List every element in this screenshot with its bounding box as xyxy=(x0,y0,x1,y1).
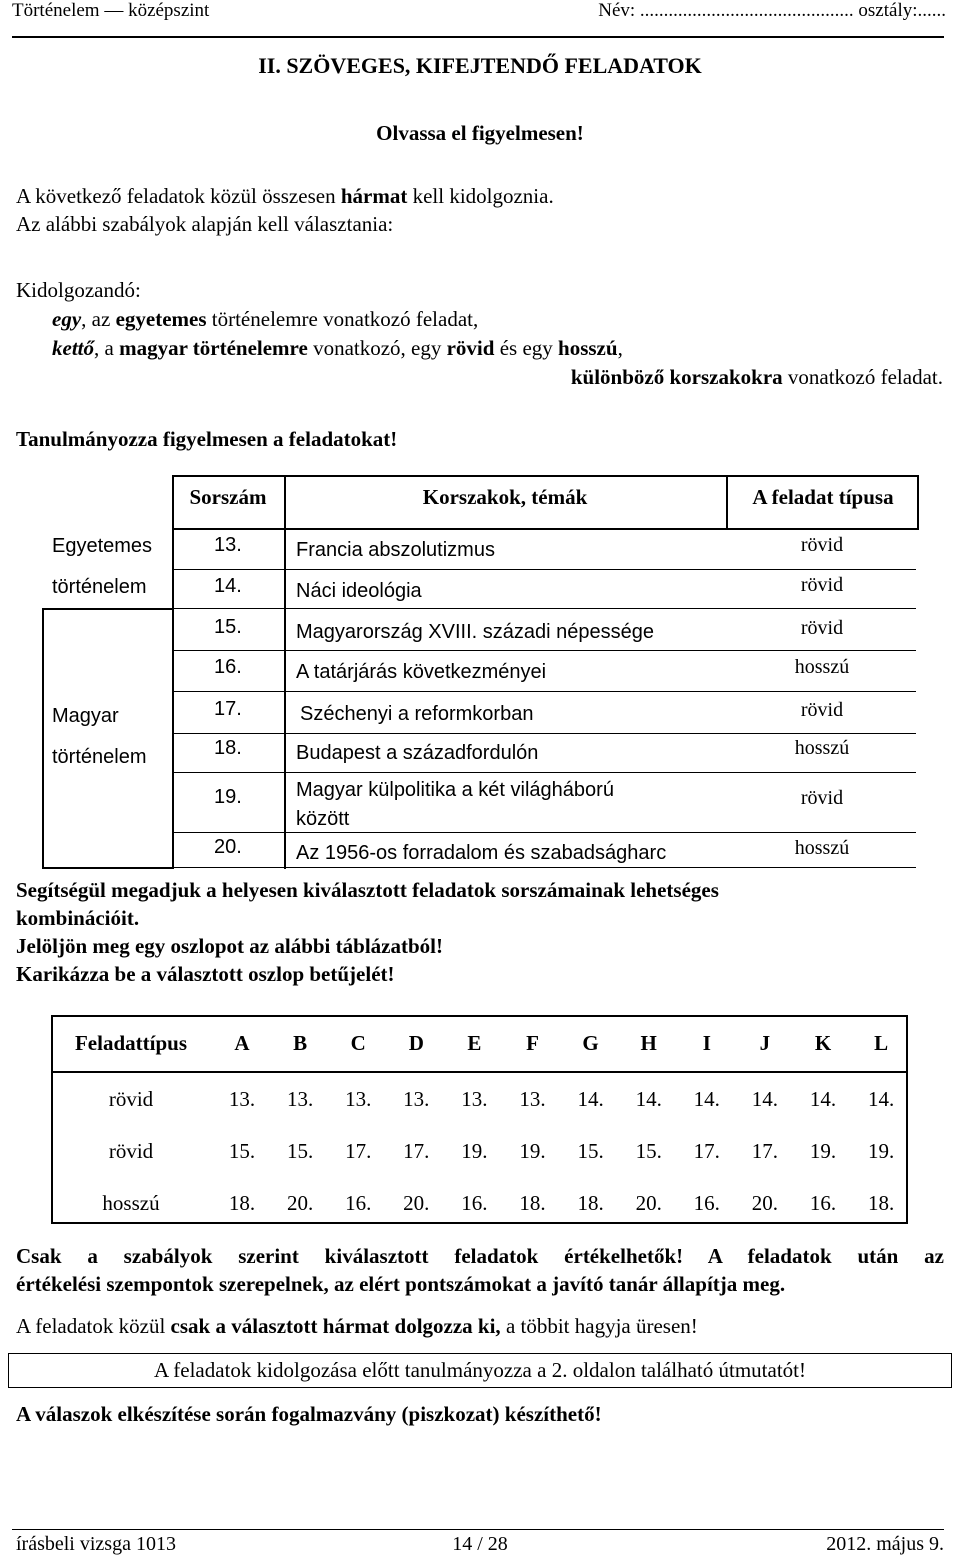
read-carefully: Olvassa el figyelmesen! xyxy=(376,121,584,145)
help-line4: Karikázza be a választott oszlop betűjelét! xyxy=(16,962,395,986)
combination-cell: 15. xyxy=(577,1139,604,1163)
table-border xyxy=(42,608,174,610)
row-divider xyxy=(172,733,916,734)
task-number: 19. xyxy=(214,786,242,808)
column-letter[interactable]: E xyxy=(467,1031,482,1055)
combination-cell: 20. xyxy=(403,1191,430,1215)
combination-cell: 14. xyxy=(693,1087,720,1111)
note-choose-three: A feladatok közül csak a választott hármat dolgozza ki, a többit hagyja üresen! xyxy=(16,1314,698,1338)
task-type: hosszú xyxy=(794,737,850,759)
task-topic: Magyarország XVIII. századi népessége xyxy=(296,621,654,643)
task-topic: Budapest a századfordulón xyxy=(296,742,539,764)
guide-box-text: A feladatok kidolgozása előtt tanulmányozza a 2. oldalon található útmutatót! xyxy=(154,1358,806,1382)
combination-cell: 16. xyxy=(693,1191,720,1215)
row-divider xyxy=(172,772,916,773)
combination-header-rule xyxy=(51,1071,908,1073)
note-evaluation-line2: értékelési szempontok szerepelnek, az elért pontszámokat a javító tanár állapítja meg. xyxy=(16,1272,786,1296)
task-topic: Széchenyi a reformkorban xyxy=(300,703,534,725)
combination-cell: 13. xyxy=(519,1087,546,1111)
table-border xyxy=(284,475,286,869)
note-evaluation-line1: Csak a szabályok szerint kiválasztott feladatok értékelhetők! A feladatok után az xyxy=(16,1244,944,1268)
combination-cell: 13. xyxy=(403,1087,430,1111)
combination-cell: 18. xyxy=(577,1191,604,1215)
task-topic: Francia abszolutizmus xyxy=(296,539,495,561)
col-header-number: Sorszám xyxy=(189,485,267,509)
combination-cell: 15. xyxy=(286,1139,314,1163)
task-number: 15. xyxy=(214,616,242,638)
task-topic-cont: között xyxy=(296,808,350,830)
rule-1: egy, az egyetemes történelemre vonatkozó feladat, xyxy=(52,307,479,331)
group-label-universal: Egyetemes xyxy=(52,535,153,557)
task-number: 14. xyxy=(214,575,242,597)
table-border xyxy=(42,867,174,869)
task-type: rövid xyxy=(800,787,844,809)
combination-cell: 13. xyxy=(286,1087,314,1111)
footer-center: 14 / 28 xyxy=(452,1533,508,1555)
help-line3: Jelöljön meg egy oszlopot az alábbi táblázatból! xyxy=(16,934,443,958)
column-letter[interactable]: K xyxy=(814,1031,832,1055)
rule-2: kettő, a magyar történelemre vonatkozó, egy rövid és egy hosszú, xyxy=(52,336,623,360)
column-letter[interactable]: J xyxy=(759,1031,771,1055)
study-tasks: Tanulmányozza figyelmesen a feladatokat! xyxy=(16,427,398,451)
task-type: rövid xyxy=(800,699,844,721)
column-letter[interactable]: B xyxy=(293,1031,308,1055)
task-topic: Magyar külpolitika a két világháború xyxy=(296,779,614,801)
task-type-label: rövid xyxy=(108,1087,154,1111)
combination-cell: 15. xyxy=(635,1139,662,1163)
rule-3: különböző korszakokra vonatkozó feladat. xyxy=(570,365,943,389)
intro-line2: Az alábbi szabályok alapján kell választania: xyxy=(16,212,394,236)
row-divider xyxy=(172,569,916,570)
task-type-label: rövid xyxy=(108,1139,154,1163)
combination-cell: 19. xyxy=(867,1139,895,1163)
intro-line1: A következő feladatok közül összesen hármat kell kidolgoznia. xyxy=(16,184,554,208)
row-divider xyxy=(172,832,916,833)
combination-cell: 16. xyxy=(809,1191,837,1215)
section-title: II. SZÖVEGES, KIFEJTENDŐ FELADATOK xyxy=(258,53,702,78)
help-line2: kombinációit. xyxy=(16,906,140,930)
row-divider xyxy=(172,867,916,868)
combination-cell: 17. xyxy=(403,1139,430,1163)
header-rule xyxy=(12,36,944,38)
group-label-hungarian: Magyar xyxy=(52,705,119,727)
col-header-topic: Korszakok, témák xyxy=(422,485,588,509)
combination-cell: 16. xyxy=(345,1191,372,1215)
combination-cell: 17. xyxy=(693,1139,720,1163)
task-type: rövid xyxy=(800,574,844,596)
combination-cell: 19. xyxy=(461,1139,488,1163)
task-type: rövid xyxy=(800,534,844,556)
task-type: hosszú xyxy=(794,656,850,678)
column-letter[interactable]: D xyxy=(408,1031,424,1055)
task-number: 18. xyxy=(214,737,242,759)
combination-cell: 14. xyxy=(577,1087,604,1111)
combination-cell: 20. xyxy=(286,1191,314,1215)
combination-cell: 20. xyxy=(635,1191,662,1215)
task-topic: Az 1956-os forradalom és szabadságharc xyxy=(296,842,667,864)
combination-cell: 18. xyxy=(519,1191,546,1215)
row-divider xyxy=(172,650,916,651)
combination-cell: 19. xyxy=(519,1139,546,1163)
task-topic: Náci ideológia xyxy=(296,580,422,602)
help-line1: Segítségül megadjuk a helyesen kiválasztott feladatok sorszámainak lehetséges xyxy=(16,878,719,902)
group-label-universal: történelem xyxy=(52,576,147,598)
footer-left: írásbeli vizsga 1013 xyxy=(16,1533,176,1555)
combination-header-label: Feladattípus xyxy=(74,1031,187,1055)
combination-cell: 18. xyxy=(867,1191,895,1215)
task-type: hosszú xyxy=(794,837,850,859)
column-letter[interactable]: G xyxy=(582,1031,599,1055)
task-number: 16. xyxy=(214,656,242,678)
combination-cell: 14. xyxy=(751,1087,779,1111)
group-label-hungarian: történelem xyxy=(52,746,147,768)
table-border xyxy=(172,528,919,530)
task-number: 17. xyxy=(214,698,242,720)
footer-rule xyxy=(12,1529,944,1530)
column-letter[interactable]: C xyxy=(350,1031,366,1055)
column-letter[interactable]: H xyxy=(640,1031,657,1055)
rules-heading: Kidolgozandó: xyxy=(16,278,141,302)
column-letter[interactable]: L xyxy=(874,1031,889,1055)
column-letter[interactable]: F xyxy=(526,1031,539,1055)
combination-cell: 13. xyxy=(461,1087,488,1111)
combination-cell: 14. xyxy=(635,1087,662,1111)
combination-cell: 20. xyxy=(751,1191,779,1215)
combination-cell: 16. xyxy=(461,1191,488,1215)
table-border xyxy=(726,475,728,529)
combination-cell: 14. xyxy=(867,1087,895,1111)
header-right: Név: ............................................. osztály:...... xyxy=(598,0,946,21)
combination-cell: 13. xyxy=(345,1087,372,1111)
task-type: rövid xyxy=(800,617,844,639)
combination-cell: 13. xyxy=(228,1087,256,1111)
task-topic: A tatárjárás következményei xyxy=(296,661,547,683)
table-border xyxy=(172,475,174,869)
column-letter[interactable]: I xyxy=(702,1031,711,1055)
combination-cell: 14. xyxy=(809,1087,837,1111)
table-border xyxy=(42,608,44,869)
combination-cell: 17. xyxy=(345,1139,372,1163)
combination-cell: 19. xyxy=(809,1139,837,1163)
task-type-label: hosszú xyxy=(102,1191,160,1215)
column-letter[interactable]: A xyxy=(234,1031,250,1055)
table-border xyxy=(917,475,919,529)
combination-cell: 18. xyxy=(228,1191,256,1215)
footer-right: 2012. május 9. xyxy=(826,1533,944,1555)
combination-cell: 15. xyxy=(228,1139,256,1163)
task-number: 13. xyxy=(214,534,242,556)
row-divider xyxy=(172,608,916,609)
header-left: Történelem — középszint xyxy=(12,0,210,21)
col-header-type: A feladat típusa xyxy=(752,485,894,509)
note-draft: A válaszok elkészítése során fogalmazvány (piszkozat) készíthető! xyxy=(16,1402,602,1426)
task-number: 20. xyxy=(214,836,242,858)
combination-cell: 17. xyxy=(751,1139,779,1163)
row-divider xyxy=(172,691,916,692)
